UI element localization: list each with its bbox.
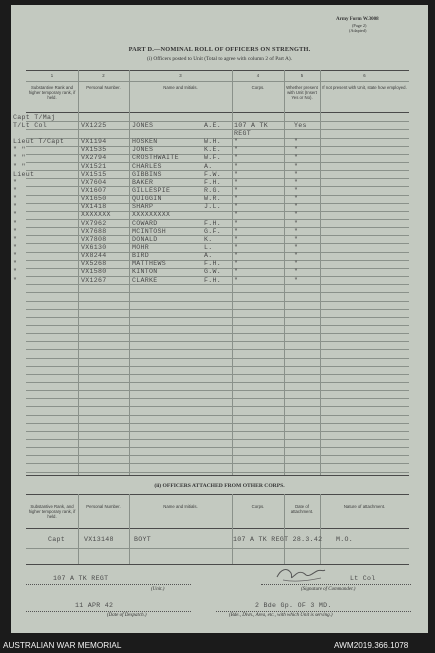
unit-label: (Unit.) (151, 587, 165, 592)
table2-row-rule (26, 548, 409, 549)
table1-colnum-rule (26, 81, 409, 82)
commander-signature (273, 563, 328, 585)
row-personal-number: VX8244 (81, 252, 107, 260)
row-present: " (294, 170, 299, 178)
row-initials: A. (204, 252, 213, 260)
row-personal-number: XXXXXXX (81, 211, 111, 219)
table1-row-rule (26, 309, 409, 310)
officers-on-strength-table (13, 70, 409, 475)
form-adapted: (Adapted) (349, 28, 367, 33)
row-personal-number: VX1194 (81, 138, 107, 145)
table-row (13, 219, 409, 228)
row-rank: " " (13, 162, 26, 170)
table-row (13, 252, 409, 260)
table2-col-header: Nature of attachment. (343, 504, 386, 509)
row-rank: " " (13, 146, 26, 154)
row-rank: " (13, 227, 18, 235)
table1-row-rule (26, 341, 409, 342)
table2-col-header: Corps. (251, 504, 265, 509)
row-name: CHARLES (132, 162, 162, 170)
table1-col-header: Personal Number. (86, 85, 121, 90)
row-personal-number: VX5268 (81, 260, 107, 268)
form-id: Army Form W.3008 (336, 17, 379, 22)
row-present: " (294, 146, 299, 154)
row-initials: A. (204, 162, 213, 170)
row-rank: Capt T/Maj (13, 113, 56, 121)
table1-row-rule (26, 292, 409, 293)
section-ii-title: (ii) OFFICERS ATTACHED FROM OTHER CORPS. (154, 483, 285, 489)
table1-row-rule (26, 447, 409, 448)
despatch-date: 11 APR 42 (75, 602, 114, 609)
table1-row-rule (26, 439, 409, 440)
row-initials: F.W. (204, 170, 222, 178)
row-present: " (294, 268, 299, 276)
row-present: " (294, 138, 299, 145)
row-corps: REGT (234, 129, 252, 137)
table1-col-header: Name and Initials. (163, 85, 198, 90)
table2-col-header: Personal Number. (86, 504, 121, 509)
section-i-title: (i) Officers posted to Unit (Total to agree with column 2 of Part A). (146, 56, 293, 62)
row-name: BIRD (132, 252, 150, 260)
row-present: " (294, 195, 299, 203)
row-rank: " (13, 178, 18, 186)
row-corps: " (234, 195, 239, 203)
table-row (13, 113, 409, 122)
row-corps: " (234, 260, 239, 268)
table2-header-rule (26, 528, 409, 529)
table2-col-divider (320, 494, 321, 564)
brigade-value: 2 Bde Gp. OF 3 MD. (255, 602, 332, 609)
table-row (13, 276, 409, 285)
row-name: MCINTOSH (132, 227, 167, 235)
row-corps: " (234, 276, 239, 284)
row-corps: " (234, 187, 239, 194)
row-present: " (294, 187, 299, 194)
row-name: JONES (132, 121, 154, 129)
row-initials: W.H. (204, 138, 222, 145)
table1-col-number: 2 (102, 73, 105, 78)
table1-col-header: Corps. (251, 85, 265, 90)
row-personal-number: VX1607 (81, 187, 107, 194)
row-rank: " (13, 276, 18, 284)
table1-bottom-rule (26, 475, 409, 476)
commander-rank: Lt Col (350, 575, 376, 582)
row-name: JONES (132, 146, 154, 154)
row-present: " (294, 178, 299, 186)
row-present: " (294, 244, 299, 251)
unit-line (26, 584, 191, 585)
table1-row-rule (26, 358, 409, 359)
row-corps: " (234, 203, 239, 211)
row-rank: " (13, 244, 18, 251)
row-personal-number: VX7808 (81, 235, 107, 243)
row-corps: " (234, 268, 239, 276)
table2-col-header: Name and Initials. (163, 504, 198, 509)
row-personal-number: VX1521 (81, 162, 107, 170)
row-initials: F.H. (204, 219, 222, 227)
table1-row-rule (26, 317, 409, 318)
table-row (13, 146, 409, 154)
table-row (13, 235, 409, 244)
row-initials: W.F. (204, 154, 222, 162)
table-row (26, 536, 409, 545)
table1-col-header: Whether present with Unit (Insert Yes or No). (286, 85, 318, 100)
row-name: GIBBINS (132, 170, 162, 178)
row-corps: " (234, 138, 239, 145)
row-present: " (294, 227, 299, 235)
table2-top-rule (26, 494, 409, 495)
table1-row-rule (26, 301, 409, 302)
table2-col-divider (78, 494, 79, 564)
row-corps: " (234, 227, 239, 235)
row-personal-number: VX1225 (81, 121, 107, 129)
table-row (13, 211, 409, 219)
form-sheet (11, 5, 428, 633)
row-name: BAKER (132, 178, 154, 186)
row-corps: " (234, 146, 239, 154)
attached-rank: Capt (48, 536, 66, 543)
brigade-line (216, 611, 411, 612)
table1-row-rule (26, 398, 409, 399)
signature-line (261, 584, 411, 585)
table2-col-header: Substantive Rank, and higher temporary rank, if held. (28, 504, 76, 519)
row-present: " (294, 154, 299, 162)
table1-col-header: Substantive Rank and higher temporary rank, if held. (28, 85, 76, 100)
table-row (13, 178, 409, 187)
row-name: CROSTHWAITE (132, 154, 179, 162)
row-personal-number: VX1535 (81, 146, 107, 154)
row-initials: F.H. (204, 260, 222, 268)
table2-col-divider (129, 494, 130, 564)
row-personal-number: VX7604 (81, 178, 107, 186)
form-page: (Page 2) (352, 23, 367, 28)
row-present: " (294, 219, 299, 227)
table1-row-rule (26, 390, 409, 391)
table1-col-number: 3 (179, 73, 182, 78)
table-row (13, 138, 409, 146)
table1-row-rule (26, 325, 409, 326)
table-row (13, 260, 409, 268)
row-personal-number: VX1267 (81, 276, 107, 284)
table2-col-divider (232, 494, 233, 564)
row-corps: " (234, 252, 239, 260)
caption-right: AWM2019.366.1078 (334, 641, 409, 650)
table1-row-rule (26, 406, 409, 407)
row-corps: " (234, 154, 239, 162)
table1-col-number: 4 (256, 73, 260, 78)
row-present: " (294, 260, 299, 268)
table1-row-rule (26, 415, 409, 416)
row-rank: " (13, 211, 18, 219)
row-rank: " (13, 195, 18, 203)
table1-row-rule (26, 431, 409, 432)
row-name: COWARD (132, 219, 158, 227)
attached-nature: M.O. (336, 536, 354, 543)
row-initials: R.G. (204, 187, 222, 194)
row-present: " (294, 235, 299, 243)
row-initials: G.W. (204, 268, 222, 276)
table-row (13, 121, 409, 130)
table1-row-rule (26, 349, 409, 350)
attached-personal-number: VX13148 (84, 536, 114, 543)
row-present: " (294, 203, 299, 211)
row-rank: T/Lt Col (13, 121, 48, 129)
row-personal-number: VX2794 (81, 154, 107, 162)
row-rank: " (13, 187, 18, 194)
row-personal-number: VX1580 (81, 268, 107, 276)
table1-top-rule (26, 70, 409, 71)
row-name: CLARKE (132, 276, 158, 284)
signature-label: (Signature of Commander.) (301, 587, 356, 592)
table1-row-rule (26, 455, 409, 456)
row-personal-number: VX1650 (81, 195, 107, 203)
row-name: MATTHEWS (132, 260, 167, 268)
row-initials: K.E. (204, 146, 222, 154)
table-row (13, 203, 409, 211)
row-initials: A.E. (204, 121, 222, 129)
date-label: (Date of Despatch.) (107, 613, 147, 618)
row-rank: " (13, 235, 18, 243)
row-personal-number: VX1515 (81, 170, 107, 178)
row-initials: F.H. (204, 178, 222, 186)
row-rank: Lieut (13, 170, 35, 178)
row-initials: L. (204, 244, 213, 251)
row-rank: " (13, 268, 18, 276)
row-corps: " (234, 162, 239, 170)
row-rank: " " (13, 154, 26, 162)
row-present: " (294, 211, 299, 219)
row-rank: " (13, 252, 18, 260)
table1-row-rule (26, 463, 409, 464)
table-row (13, 268, 409, 276)
row-name: HOSKEN (132, 138, 158, 145)
table1-row-rule (26, 472, 409, 473)
table-row (26, 130, 409, 138)
row-corps: " (234, 211, 239, 219)
row-name: KINTON (132, 268, 158, 276)
row-personal-number: VX1418 (81, 203, 107, 211)
table1-col-number: 5 (300, 73, 304, 78)
row-initials: J.L. (204, 203, 222, 211)
table1-row-rule (26, 374, 409, 375)
row-present: " (294, 252, 299, 260)
row-rank: Lieut T/Capt (13, 138, 65, 145)
row-present: " (294, 276, 299, 284)
attached-officers-table (26, 494, 409, 564)
brigade-label: (Bde., Divn., Area, etc., with which Unit is serving.) (229, 613, 333, 618)
table1-col-number: 1 (50, 73, 54, 78)
row-rank: " (13, 219, 18, 227)
row-name: QUIGGIN (132, 195, 162, 203)
row-corps: " (234, 235, 239, 243)
row-personal-number: VX6130 (81, 244, 107, 251)
row-rank: " (13, 203, 18, 211)
table2-col-header: Date of attachment. (290, 504, 314, 514)
row-name: GILLESPIE (132, 187, 171, 194)
row-initials: W.R. (204, 195, 222, 203)
row-corps: " (234, 178, 239, 186)
row-personal-number: VX7962 (81, 219, 107, 227)
row-corps: 107 A TK (234, 121, 269, 129)
attached-corps-date: 107 A TK REGT 28.3.42 (233, 536, 323, 543)
attached-name: BOYT (134, 536, 152, 543)
row-name: XXXXXXXXX (132, 211, 171, 219)
table2-col-divider (284, 494, 285, 564)
unit-value: 107 A TK REGT (53, 575, 109, 582)
table-row (13, 195, 409, 203)
table1-col-header: If not present with Unit, state how employed. (322, 85, 407, 90)
row-rank: " (13, 260, 18, 268)
table1-row-rule (26, 423, 409, 424)
table2-bottom-rule (26, 564, 409, 565)
row-initials: G.F. (204, 227, 222, 235)
row-corps: " (234, 244, 239, 251)
caption-left: AUSTRALIAN WAR MEMORIAL (3, 641, 122, 650)
row-initials: K. (204, 235, 213, 243)
table1-col-number: 6 (363, 73, 366, 78)
table-row (13, 154, 409, 162)
table-row (13, 170, 409, 179)
table1-row-rule (26, 333, 409, 334)
table-row (13, 244, 409, 252)
table1-row-rule (26, 366, 409, 367)
row-corps: " (234, 170, 239, 178)
row-name: DONALD (132, 235, 158, 243)
table-row (13, 187, 409, 195)
part-title: PART D.—NOMINAL ROLL OF OFFICERS ON STRENGTH. (128, 46, 311, 53)
row-corps: " (234, 219, 239, 227)
row-present: " (294, 162, 299, 170)
date-line (26, 611, 191, 612)
table-row (13, 162, 409, 171)
row-present: Yes (294, 121, 307, 129)
row-name: MOHR (132, 244, 150, 251)
row-name: SHARP (132, 203, 154, 211)
table-row (13, 227, 409, 236)
row-personal-number: VX7688 (81, 227, 107, 235)
table1-row-rule (26, 382, 409, 383)
row-initials: F.H. (204, 276, 222, 284)
